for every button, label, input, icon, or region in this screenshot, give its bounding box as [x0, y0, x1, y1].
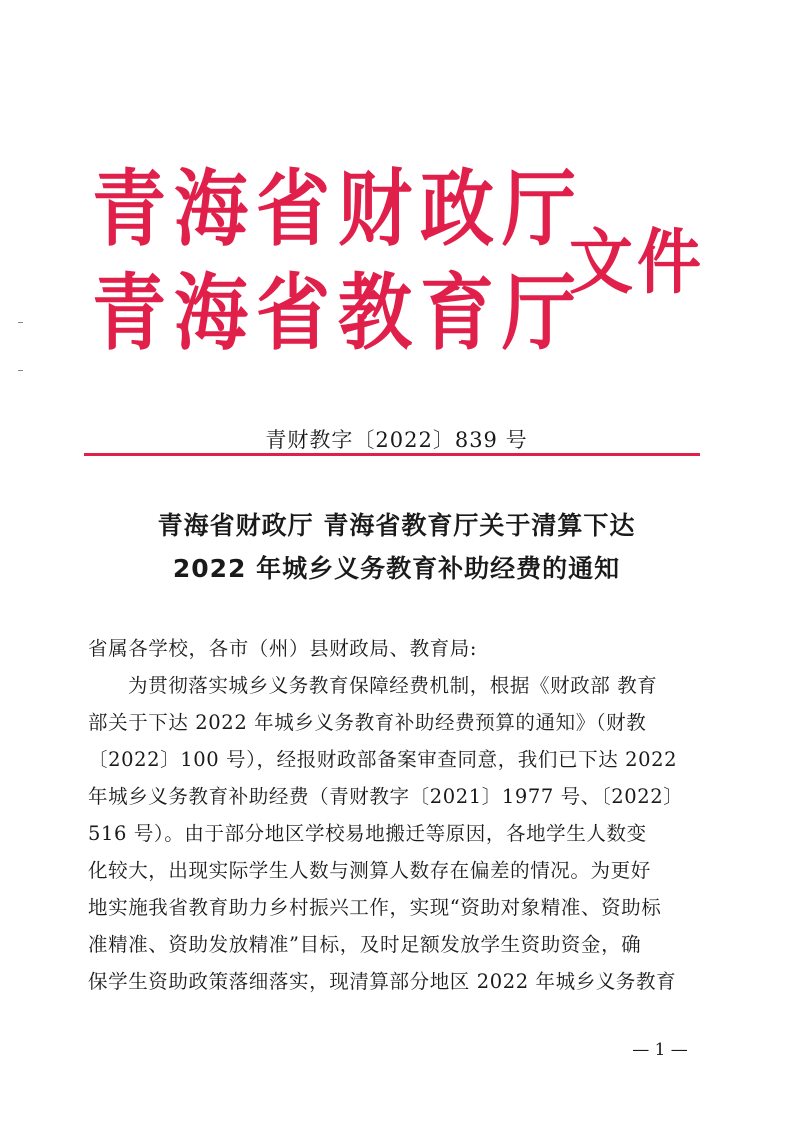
body-line: 516 号）。由于部分地区学校易地搬迁等原因，各地学生人数变 — [88, 822, 647, 845]
document-title — [0, 504, 793, 590]
red-divider-line — [84, 453, 700, 456]
page-number: — 1 — — [632, 1040, 688, 1060]
scan-margin-mark — [18, 370, 23, 371]
letterhead-suffix: 文件 — [569, 221, 705, 304]
letterhead-issuer-education: 青海省教育厅 — [92, 265, 584, 362]
letterhead — [92, 161, 712, 368]
body-line: 为贯彻落实城乡义务教育保障经费机制，根据《财政部 教育 — [128, 674, 658, 697]
salutation: 省属各学校，各市（州）县财政局、教育局: — [88, 637, 478, 660]
body-line: 〔2022〕100 号），经报财政部备案审查同意，我们已下达 2022 — [88, 748, 678, 771]
body-line: 年城乡义务教育补助经费（青财教字〔2021〕1977 号、〔2022〕 — [88, 785, 684, 808]
title-line-1: 青海省财政厅 青海省教育厅关于清算下达 — [157, 511, 636, 540]
title-line-2: 2022 年城乡义务教育补助经费的通知 — [172, 554, 621, 583]
body-line: 准精准、资助发放精准”目标，及时足额发放学生资助资金，确 — [88, 933, 642, 956]
body-line: 保学生资助政策落细落实，现清算部分地区 2022 年城乡义务教育 — [88, 970, 677, 993]
body-line: 化较大，出现实际学生人数与测算人数存在偏差的情况。为更好 — [88, 859, 651, 882]
scan-margin-mark — [18, 322, 23, 323]
document-body — [88, 630, 700, 1000]
document-number: 青财教字〔2022〕839 号 — [265, 428, 528, 452]
letterhead-issuer-finance: 青海省财政厅 — [92, 161, 584, 258]
body-line: 地实施我省教育助力乡村振兴工作，实现“资助对象精准、资助标 — [88, 896, 662, 919]
body-line: 部关于下达 2022 年城乡义务教育补助经费预算的通知》（财教 — [88, 711, 647, 734]
